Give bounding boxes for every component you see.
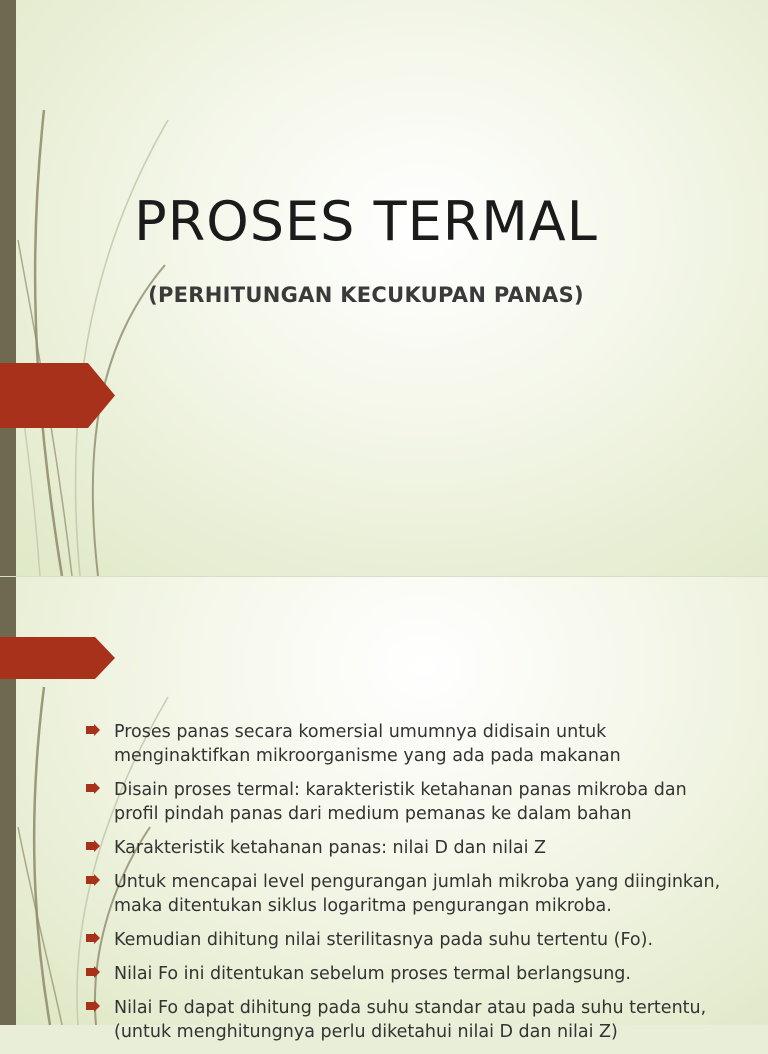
bullet-text: Nilai Fo dapat dihitung pada suhu standar atau pada suhu tertentu, (untuk menghitungnya perlu diketahui nilai D dan nilai Z): [114, 998, 707, 1042]
bullet-text: Disain proses termal: karakteristik ketahanan panas mikroba dan profil pindah panas dari medium pemanas ke dalam bahan: [114, 780, 687, 824]
bullet-text: Kemudian dihitung nilai sterilitasnya pada suhu tertentu (Fo).: [114, 930, 654, 950]
bullet-list: [86, 720, 726, 1054]
bullet-text: Untuk mencapai level pengurangan jumlah mikroba yang diinginkan, maka ditentukan siklus logaritma pengurangan mikroba.: [114, 872, 721, 916]
arrow-bullet-icon: [86, 874, 100, 886]
accent-tab: [0, 637, 115, 679]
bullet-text: Nilai Fo ini ditentukan sebelum proses termal berlangsung.: [114, 964, 631, 984]
bullet-text: Proses panas secara komersial umumnya didisain untuk menginaktifkan mikroorganisme yang ada pada makanan: [114, 722, 621, 766]
arrow-bullet-icon: [86, 1000, 100, 1012]
accent-tab: [0, 363, 115, 428]
arrow-bullet-icon: [86, 782, 100, 794]
bullet-item: [86, 720, 726, 768]
bullet-text: Karakteristik ketahanan panas: nilai D dan nilai Z: [114, 838, 546, 858]
subtitle: (PERHITUNGAN KECUKUPAN PANAS): [148, 283, 584, 307]
bullet-item: [86, 962, 726, 986]
bullet-item: [86, 870, 726, 918]
content-slide: [0, 576, 768, 1042]
arrow-bullet-icon: [86, 932, 100, 944]
bullet-item: [86, 836, 726, 860]
bullet-item: [86, 778, 726, 826]
bullet-item: [86, 996, 726, 1044]
arrow-bullet-icon: [86, 724, 100, 736]
main-title: PROSES TERMAL: [134, 190, 598, 253]
bullet-item: [86, 928, 726, 952]
arrow-bullet-icon: [86, 840, 100, 852]
arrow-bullet-icon: [86, 966, 100, 978]
